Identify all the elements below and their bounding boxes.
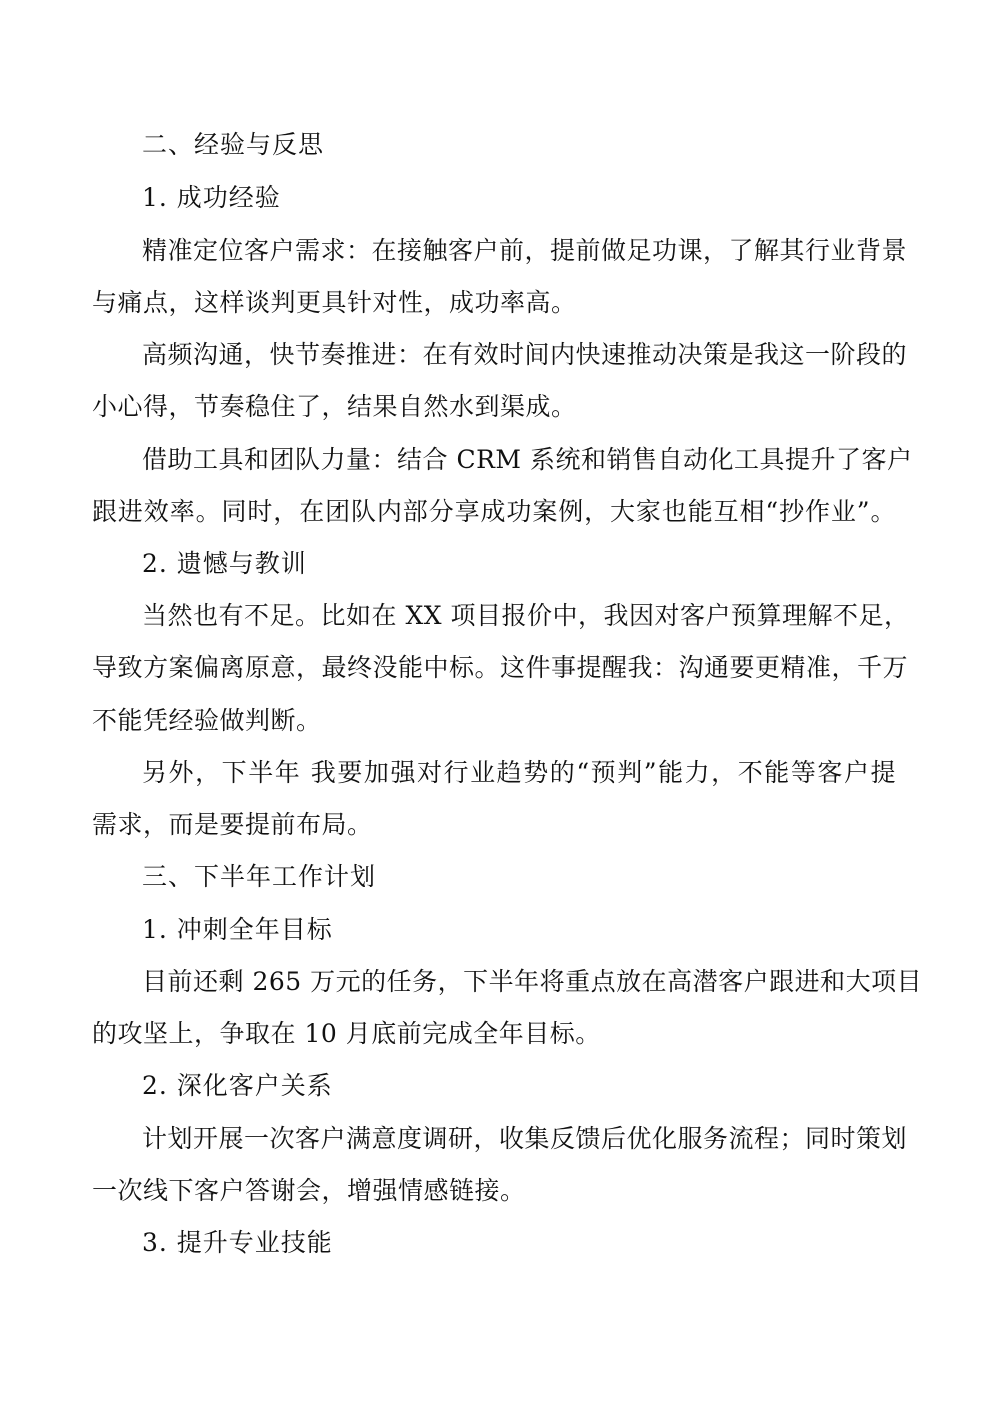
paragraph-line: 一次线下客户答谢会，增强情感链接。 [92,1176,526,1205]
section-heading-plan: 三、下半年工作计划 [142,862,377,891]
subheading-annual-target: 1. 冲刺全年目标 [142,915,333,944]
subheading-success-experience: 1. 成功经验 [142,183,281,212]
paragraph-line: 计划开展一次客户满意度调研，收集反馈后优化服务流程；同时策划 [142,1124,908,1153]
subheading-customer-relations: 2. 深化客户关系 [142,1071,333,1100]
paragraph-line: 的攻坚上，争取在 10 月底前完成全年目标。 [92,1019,601,1048]
subheading-regrets-lessons: 2. 遗憾与教训 [142,549,307,578]
paragraph-line: 不能凭经验做判断。 [92,706,322,735]
section-heading-experience: 二、经验与反思 [142,130,325,159]
paragraph-line: 与痛点，这样谈判更具针对性，成功率高。 [92,288,577,317]
subheading-professional-skills: 3. 提升专业技能 [142,1228,333,1257]
paragraph-line: 小心得，节奏稳住了，结果自然水到渠成。 [92,392,577,421]
paragraph-line: 跟进效率。同时，在团队内部分享成功案例，大家也能互相“抄作业”。 [92,497,896,526]
paragraph-line: 另外，下半年 我要加强对行业趋势的“预判”能力，不能等客户提 [142,758,896,787]
paragraph-line: 当然也有不足。比如在 XX 项目报价中，我因对客户预算理解不足， [142,601,910,630]
paragraph-line: 导致方案偏离原意，最终没能中标。这件事提醒我：沟通要更精准，千万 [92,653,909,682]
paragraph-line: 需求，而是要提前布局。 [92,810,373,839]
paragraph-line: 借助工具和团队力量：结合 CRM 系统和销售自动化工具提升了客户 [142,445,913,474]
paragraph-line: 目前还剩 265 万元的任务，下半年将重点放在高潜客户跟进和大项目 [142,967,923,996]
paragraph-line: 高频沟通，快节奏推进：在有效时间内快速推动决策是我这一阶段的 [142,340,908,369]
paragraph-line: 精准定位客户需求：在接触客户前，提前做足功课，了解其行业背景 [142,236,908,265]
